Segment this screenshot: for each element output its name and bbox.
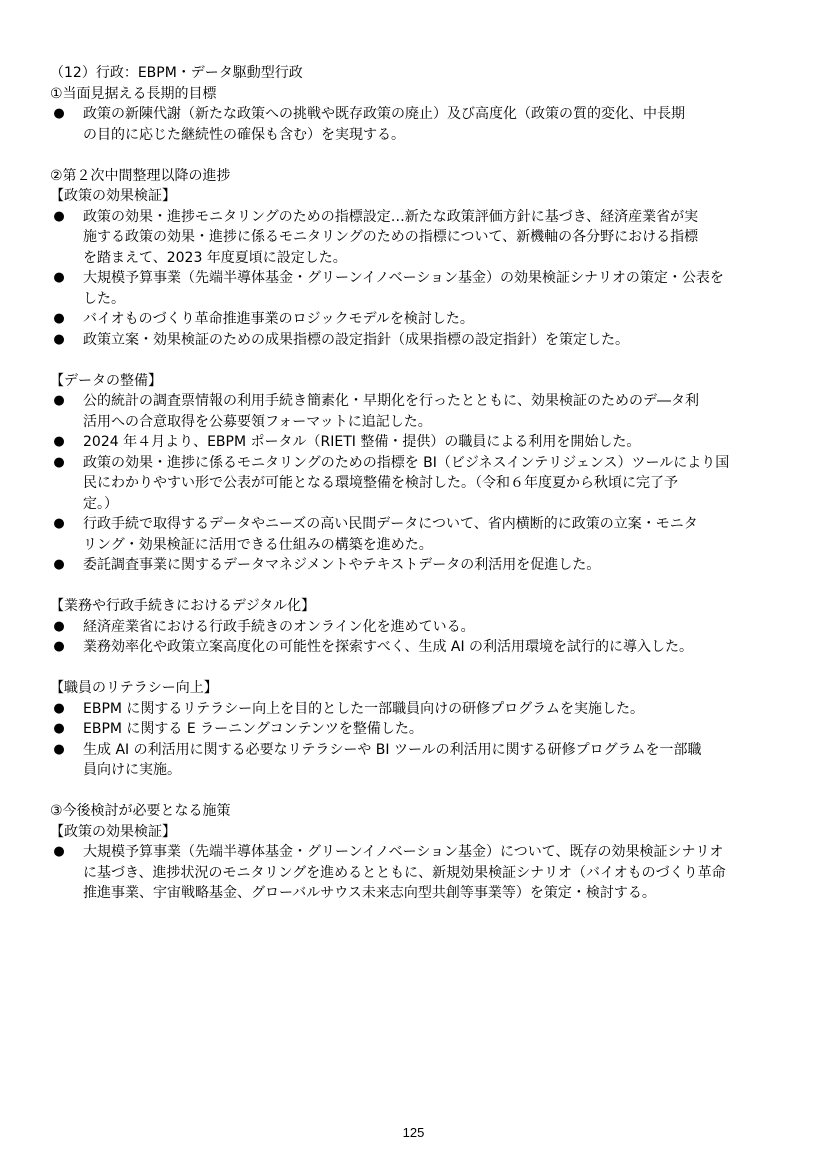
section-1-title: ①当面見据える長期的目標 <box>50 85 217 102</box>
effect2-list <box>50 842 780 904</box>
list-item <box>50 330 780 351</box>
list-item-text: した。 <box>83 290 125 307</box>
bullet-icon: ● <box>53 741 65 757</box>
bullet-icon: ● <box>53 454 65 470</box>
list-item <box>50 432 780 453</box>
list-item-text: 行政手続で取得するデータやニーズの高い民間データについて、省内横断的に政策の立案・モニタ <box>83 516 698 532</box>
list-item <box>50 391 780 432</box>
list-item <box>50 637 780 658</box>
literacy-list <box>50 699 780 781</box>
list-item-text: 政策立案・効果検証のための成果指標の設定指針（成果指標の設定指針）を策定した。 <box>83 331 629 348</box>
document-page <box>50 63 780 904</box>
bullet-icon: ● <box>53 106 65 121</box>
section-header: （12）行政：EBPM・データ駆動型行政 <box>50 65 303 81</box>
list-item-text: 施する政策の効果・進捗に係るモニタリングのための指標について、新機軸の各分野における指標 <box>83 229 699 245</box>
bullet-icon: ● <box>53 208 65 224</box>
list-item-text: 政策の効果・進捗に係るモニタリングのための指標を BI（ビジネスインテリジェンス）ツールにより国 <box>83 454 730 471</box>
subheading-policy-effect-2: 【政策の効果検証】 <box>50 823 176 840</box>
bullet-icon: ● <box>53 618 65 634</box>
list-item-text: EBPM に関するリテラシー向上を目的とした一部職員向けの研修プログラムを実施した。 <box>83 700 644 717</box>
bullet-icon: ● <box>53 434 65 449</box>
list-item-text: 委託調査事業に関するデータマネジメントやテキストデータの利活用を促進した。 <box>83 557 601 573</box>
list-item-text: 推進事業、宇宙戦略基金、グローバルサウス未来志向型共創等事業等）を策定・検討する。 <box>83 885 656 901</box>
digital-list <box>50 617 780 658</box>
subheading-policy-effect: 【政策の効果検証】 <box>50 188 176 204</box>
bullet-icon: ● <box>53 844 65 859</box>
list-item <box>50 309 780 330</box>
subheading-digital: 【業務や行政手続きにおけるデジタル化】 <box>50 598 316 614</box>
list-item <box>50 719 780 740</box>
effect-list <box>50 207 780 351</box>
bullet-icon: ● <box>53 700 65 716</box>
list-item <box>50 453 780 515</box>
list-item <box>50 617 780 638</box>
section-3-title: ③今後検討が必要となる施策 <box>50 803 231 819</box>
bullet-icon: ● <box>53 270 65 285</box>
list-item-text: 活用への合意取得を公募要領フォーマットに追記した。 <box>83 413 432 430</box>
list-item-text: を踏まえて、2023 年度夏頃に設定した。 <box>83 249 347 266</box>
bullet-icon: ● <box>53 516 65 531</box>
section-2-title: ②第２次中間整理以降の進捗 <box>50 167 231 184</box>
list-item-text: 経済産業省における行政手続きのオンライン化を進めている。 <box>83 618 475 635</box>
list-item <box>50 740 780 781</box>
bullet-icon: ● <box>53 311 65 326</box>
list-item-text: 政策の効果・進捗モニタリングのための指標設定…新たな政策評価方針に基づき、経済産業省が実 <box>83 208 699 225</box>
list-item-text: EBPM に関する E ラーニングコンテンツを整備した。 <box>83 721 423 737</box>
bullet-icon: ● <box>53 331 65 347</box>
list-item-text: 生成 AI の利活用に関する必要なリテラシーや BI ツールの利活用に関する研修プログラムを一部職 <box>83 741 702 758</box>
list-item-text: 民にわかりやすい形で公表が可能となる環境整備を検討した。（令和６年度夏から秋頃に完了予 <box>83 475 678 491</box>
data-list <box>50 391 780 576</box>
list-item-text: 員向けに実施。 <box>83 762 181 778</box>
list-item-text: 業務効率化や政策立案高度化の可能性を探索すべく、生成 AI の利活用環境を試行的に導入した。 <box>83 639 694 655</box>
list-item <box>50 104 780 145</box>
bullet-icon: ● <box>53 557 65 572</box>
bullet-icon: ● <box>53 639 65 654</box>
list-item <box>50 207 780 269</box>
bullet-icon: ● <box>53 393 65 408</box>
list-item-text: バイオものづくり革命推進事業のロジックモデルを検討した。 <box>83 311 474 327</box>
list-item-text: の目的に応じた継続性の確保も含む）を実現する。 <box>83 126 405 143</box>
sec1-list <box>50 104 780 145</box>
bullet-icon: ● <box>53 721 65 736</box>
list-item <box>50 842 780 904</box>
list-item <box>50 699 780 720</box>
list-item <box>50 514 780 555</box>
list-item-text: 公的統計の調査票情報の利用手続き簡素化・早期化を行ったとともに、効果検証のためのデ―タ利 <box>83 393 699 409</box>
list-item-text: 定。） <box>83 495 118 512</box>
list-item <box>50 555 780 576</box>
list-item-text: に基づき、進捗状況のモニタリングを進めるとともに、新規効果検証シナリオ（バイオものづくり革命 <box>83 864 726 881</box>
list-item-text: 大規模予算事業（先端半導体基金・グリーンイノベーション基金）について、既存の効果検証シナリオ <box>83 844 724 860</box>
list-item <box>50 268 780 309</box>
subheading-data: 【データの整備】 <box>50 372 162 389</box>
subheading-literacy: 【職員のリテラシー向上】 <box>50 680 218 696</box>
list-item-text: 大規模予算事業（先端半導体基金・グリーンイノベーション基金）の効果検証シナリオの策定・公表を <box>83 270 724 286</box>
list-item-text: 2024 年４月より、EBPM ポータル（RIETI 整備・提供）の職員による利用を開始した。 <box>83 434 641 450</box>
page-number: 125 <box>402 1125 425 1140</box>
list-item-text: 政策の新陳代謝（新たな政策への挑戦や既存政策の廃止）及び高度化（政策の質的変化、中長期 <box>83 106 685 122</box>
list-item-text: リング・効果検証に活用できる仕組みの構築を進めた。 <box>83 536 433 553</box>
